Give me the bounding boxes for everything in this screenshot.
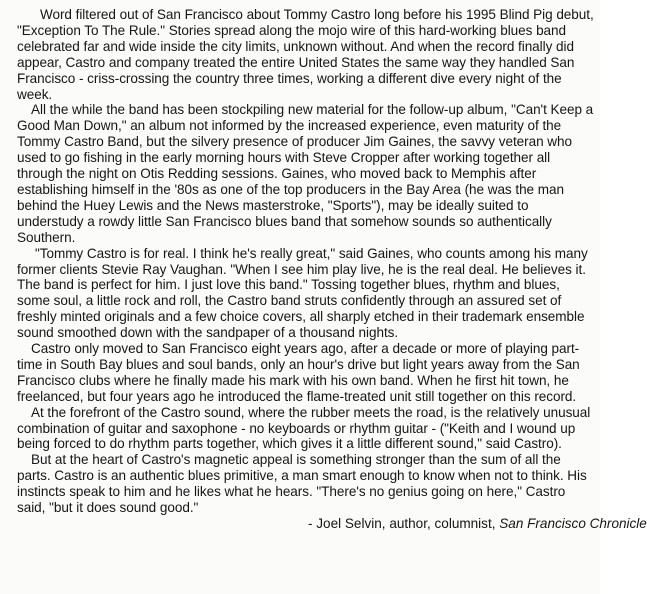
paragraph-new-album: All the while the band has been stockpiling new material for the follow-up album, "Can't Keep a Good Man Down," an album not informed by the increased experience, even maturity of the Tommy Castro Band, but the silvery presence of producer Jim Gaines, the savvy veteran who used to go fishing in the early morning hours with Steve Cropper after working together all through the night on Otis Redding sessions. Gaines, who moved back to Memphis after establishing himself in the '80s as one of the top producers in the Bay Area (he was the man behind the Huey Lewis and the News masterstroke, "Sports"), may be ideally suited to understudy a rowdy little San Francisco blues band that somehow sounds so authentically Southern. bbox=[17, 102, 594, 245]
paragraph-gaines-quote: "Tommy Castro is for real. I think he's really great," said Gaines, who counts among his many former clients Stevie Ray Vaughan. "When I see him play live, he is the real deal. He believes it. The band is perfect for him. I just love this band." Tossing together blues, rhythm and blues, some soul, a little rock and roll, the Castro band struts confidently through an assured set of freshly minted originals and a few choice covers, all sharply etched in their trademark ensemble sound smoothed down with the sandpaper of a thousand nights. bbox=[17, 245, 588, 341]
attribution-byline: - Joel Selvin, author, columnist, bbox=[308, 516, 500, 531]
paragraph-intro: Word filtered out of San Francisco about Tommy Castro long before his 1995 Blind Pig debut, "Exception To The Rule." Stories spread along the mojo wire of this hard-working blues band celebrated far and wide inside the city limits, unknown without. And when the record finally did appear, Castro and company treated the entire United States the same way they handled San Francisco - criss-crossing the country three times, working a different dive every night of the week. bbox=[17, 7, 594, 102]
paragraph-castro-history: Castro only moved to San Francisco eight years ago, after a decade or more of playing part-time in South Bay blues and soul bands, only an hour's drive but light years away from the San Francisco clubs where he finally made his mark with his own band. When he first hit town, he freelanced, but four years ago he introduced the flame-treated unit still together on this record. bbox=[17, 341, 580, 404]
paragraph-castro-sound: At the forefront of the Castro sound, where the rubber meets the road, is the relatively unusual combination of guitar and saxophone - no keyboards or rhythm guitar - ("Keith and I wound up being forced to do rhythm parts together, which gives it a little different sound," said Castro). bbox=[17, 404, 591, 452]
attribution bbox=[17, 516, 647, 532]
attribution-publication: San Francisco Chronicle bbox=[499, 516, 647, 531]
paragraph-magnetic-appeal: But at the heart of Castro's magnetic appeal is something stronger than the sum of all the parts. Castro is an authentic blues primitive, a man smart enough to know when not to think. His instincts speak to him and he likes what he hears. "There's no genius going on here," Castro said, "but it does sound good." bbox=[17, 452, 587, 516]
